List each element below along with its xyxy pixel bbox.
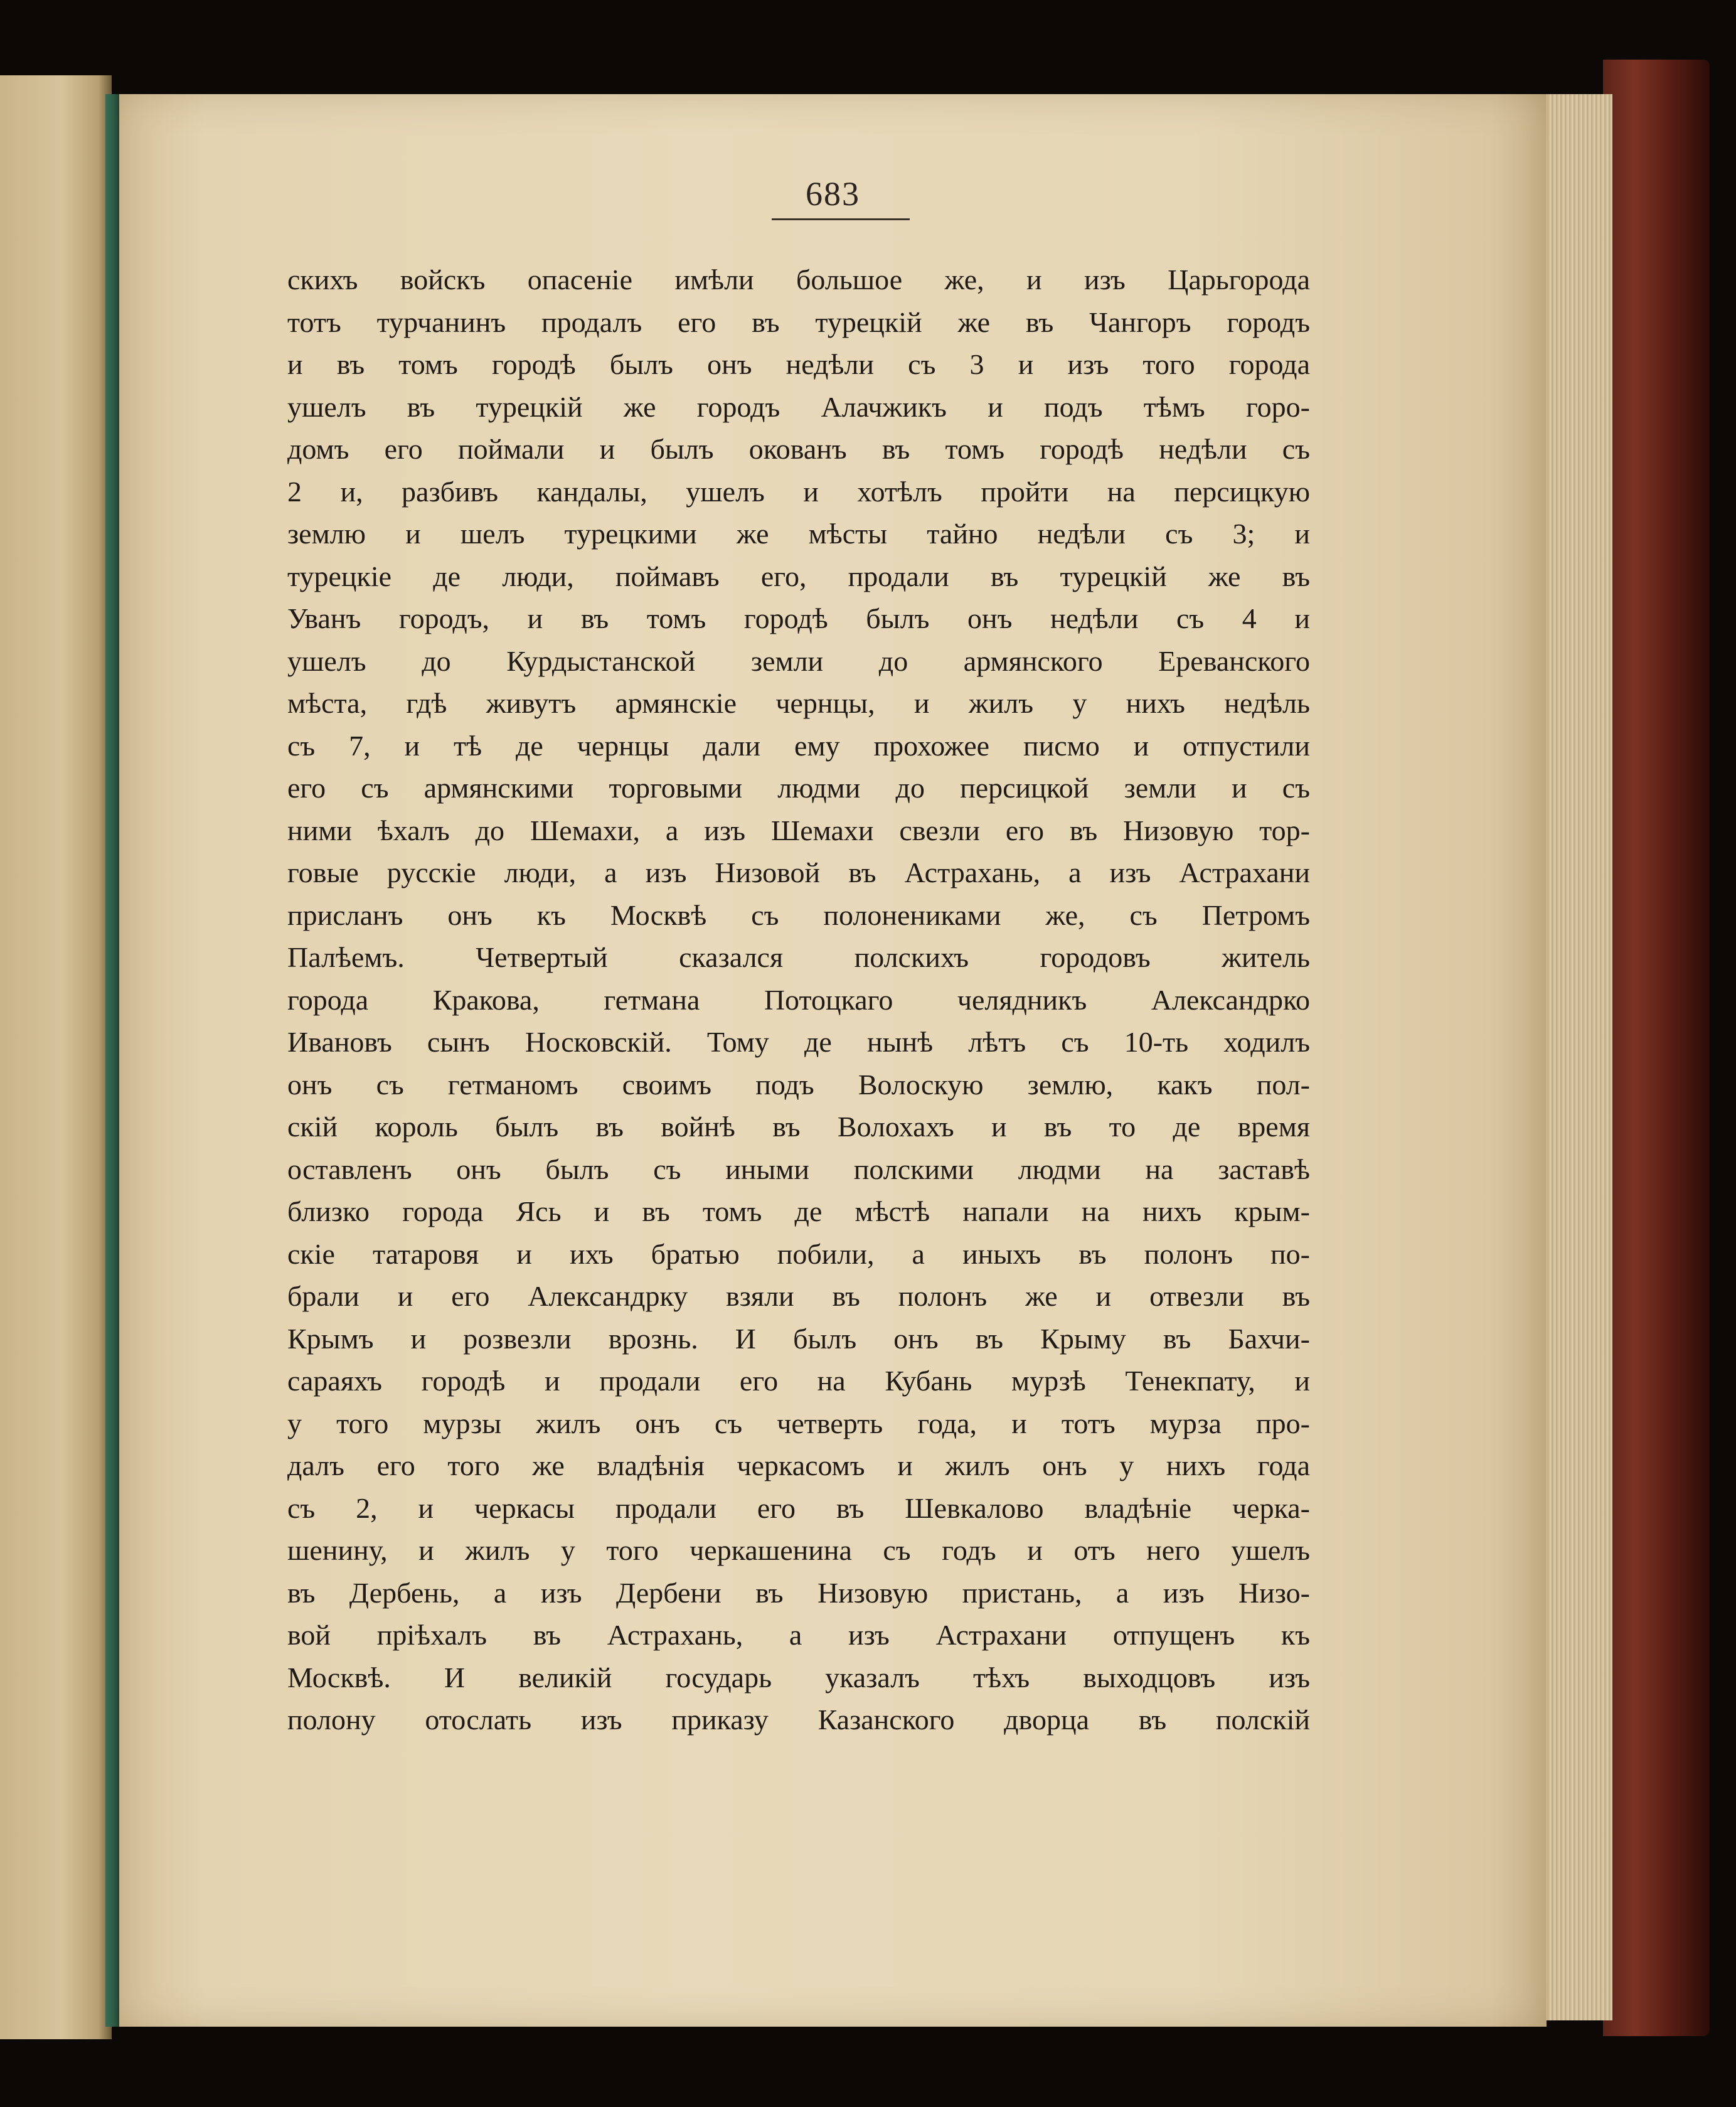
text-line: присланъ онъ къ Москвѣ съ полонениками же, съ Петромъ bbox=[287, 899, 1310, 931]
text-line: съ 7, и тѣ де чернцы дали ему прохожее писмо и отпустили bbox=[287, 729, 1310, 762]
text-line: города Кракова, гетмана Потоцкаго челядникъ Александрко bbox=[287, 983, 1310, 1016]
text-line: мѣста, гдѣ живутъ армянскіе чернцы, и жилъ у нихъ недѣль bbox=[287, 687, 1310, 719]
text-line: скихъ войскъ опасеніе имѣли большое же, и изъ Царьгорода bbox=[287, 264, 1310, 296]
text-line: съ 2, и черкасы продали его въ Шевкалово владѣніе черка- bbox=[287, 1491, 1310, 1524]
page-text bbox=[287, 259, 1310, 1741]
text-line: онъ съ гетманомъ своимъ подъ Волоскую землю, какъ пол- bbox=[287, 1068, 1310, 1101]
text-line: скіе татаровя и ихъ братью побили, а иныхъ въ полонъ по- bbox=[287, 1237, 1310, 1270]
text-line: близко города Ясь и въ томъ де мѣстѣ напали на нихъ крым- bbox=[287, 1195, 1310, 1227]
text-line: оставленъ онъ былъ съ иными полскими людми на заставѣ bbox=[287, 1153, 1310, 1185]
text-line: землю и шелъ турецкими же мѣсты тайно недѣли съ 3; и bbox=[287, 518, 1310, 550]
text-line: Палѣемъ. Четвертый сказался полскихъ городовъ житель bbox=[287, 941, 1310, 973]
text-line: шенину, и жилъ у того черкашенина съ годъ и отъ него ушелъ bbox=[287, 1534, 1310, 1566]
text-line: тотъ турчанинъ продалъ его въ турецкій же въ Чангоръ городъ bbox=[287, 306, 1310, 338]
text-line: Ивановъ сынъ Носковскій. Тому де нынѣ лѣтъ съ 10-ть ходилъ bbox=[287, 1026, 1310, 1058]
text-line: ними ѣхалъ до Шемахи, а изъ Шемахи свезли его въ Низовую тор- bbox=[287, 814, 1310, 846]
book-page bbox=[119, 94, 1547, 2027]
page-number: 683 bbox=[806, 175, 860, 213]
text-line: ушелъ въ турецкій же городъ Алачжикъ и подъ тѣмъ горо- bbox=[287, 390, 1310, 423]
text-line: далъ его того же владѣнія черкасомъ и жилъ онъ у нихъ года bbox=[287, 1449, 1310, 1481]
text-line: турецкіе де люди, поймавъ его, продали въ турецкій же въ bbox=[287, 560, 1310, 592]
text-line: скій король былъ въ войнѣ въ Волохахъ и въ то де время bbox=[287, 1111, 1310, 1143]
text-line: его съ армянскими торговыми людми до персицкой земли и съ bbox=[287, 772, 1310, 804]
text-line: ушелъ до Курдыстанской земли до армянского Ереванского bbox=[287, 644, 1310, 677]
page-stack-edge bbox=[1540, 94, 1612, 2020]
text-line: у того мурзы жилъ онъ съ четверть года, и тотъ мурза про- bbox=[287, 1407, 1310, 1439]
text-line: говые русскіе люди, а изъ Низовой въ Астрахань, а изъ Астрахани bbox=[287, 856, 1310, 888]
previous-page-edge bbox=[0, 75, 112, 2039]
text-line: и въ томъ городѣ былъ онъ недѣли съ 3 и изъ того города bbox=[287, 348, 1310, 380]
book-cover-edge bbox=[1603, 60, 1710, 2036]
text-line: Крымъ и розвезли врознь. И былъ онъ въ Крыму въ Бахчи- bbox=[287, 1322, 1310, 1355]
text-line: брали и его Александрку взяли въ полонъ же и отвезли въ bbox=[287, 1280, 1310, 1312]
page-number-rule bbox=[772, 218, 910, 220]
text-line: 2 и, разбивъ кандалы, ушелъ и хотѣлъ пройти на персицкую bbox=[287, 475, 1310, 508]
text-line: сараяхъ городѣ и продали его на Кубань мурзѣ Тенекпату, и bbox=[287, 1365, 1310, 1397]
text-line: полону отослать изъ приказу Казанского дворца въ полскій bbox=[287, 1704, 1310, 1736]
text-line: въ Дербень, а изъ Дербени въ Низовую пристань, а изъ Низо- bbox=[287, 1576, 1310, 1609]
text-line: вой пріѣхалъ въ Астрахань, а изъ Астрахани отпущенъ къ bbox=[287, 1619, 1310, 1651]
text-line: Уванъ городъ, и въ томъ городѣ былъ онъ недѣли съ 4 и bbox=[287, 602, 1310, 634]
text-line: домъ его поймали и былъ окованъ въ томъ городѣ недѣли съ bbox=[287, 433, 1310, 465]
text-line: Москвѣ. И великій государь указалъ тѣхъ выходцовъ изъ bbox=[287, 1661, 1310, 1694]
